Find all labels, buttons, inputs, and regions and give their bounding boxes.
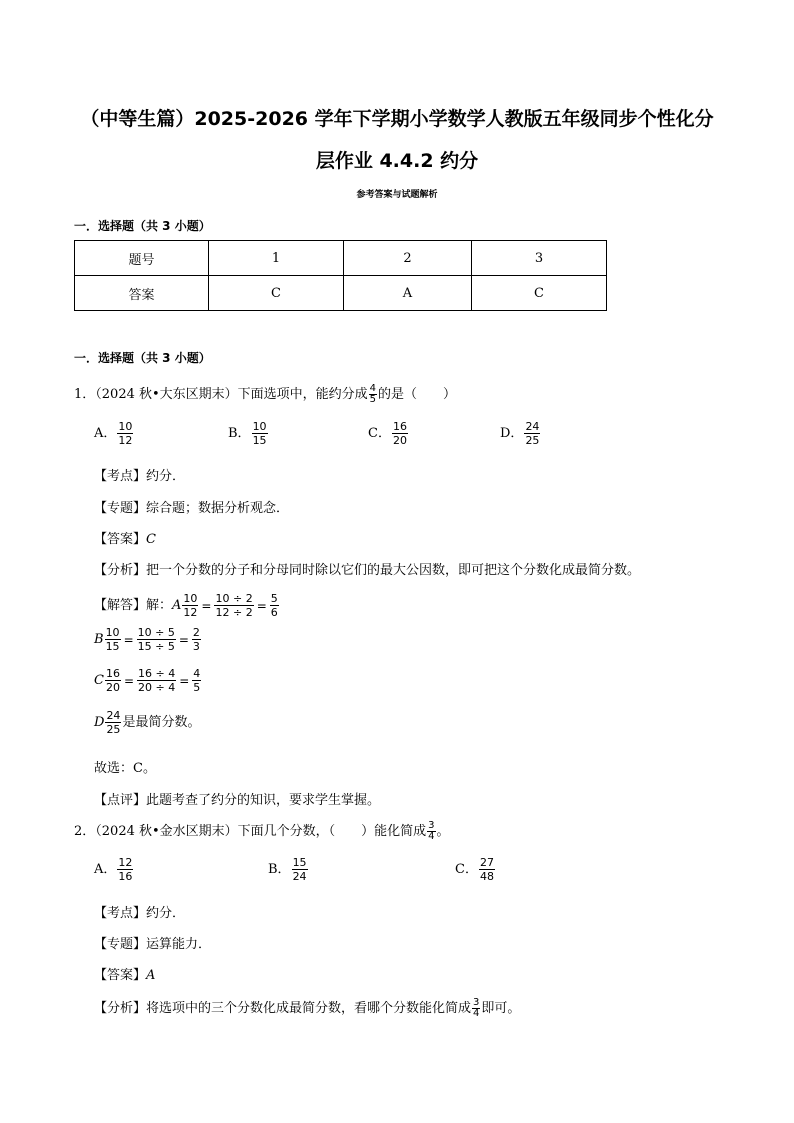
table-cell: 2 xyxy=(343,241,471,276)
question-1-stem: 1．（2024 秋•大东区期末）下面选项中，能约分成 $\frac{4}{5}$ 的是（ ） xyxy=(74,383,457,405)
option-b: B． $\frac{10}{15}$ xyxy=(228,420,267,447)
table-cell: A xyxy=(343,276,471,311)
table-cell: 1 xyxy=(209,241,344,276)
solution-step-a: 【解答】解：A $\frac{10}{12}$ = $\frac{10 \div 2}{12 \div 2}$ = $\frac{5}{6}$ xyxy=(94,592,278,619)
fenxi-line: 【分析】将选项中的三个分数化成最简分数，看哪个分数能化简成 $\frac{3}{4}$ 即可。 xyxy=(94,997,521,1019)
zhuanti-line: 【专题】综合题；数据分析观念． xyxy=(94,501,290,516)
solution-step-b: B $\frac{10}{15}$ = $\frac{10 \div 5}{15 \div 5}$ = $\frac{2}{3}$ xyxy=(94,626,200,653)
fraction: $\frac{4}{5}$ xyxy=(369,383,377,405)
option-b: B． $\frac{15}{24}$ xyxy=(268,856,307,883)
table-cell: 3 xyxy=(472,241,607,276)
table-row xyxy=(75,241,607,276)
zhuanti-line: 【专题】运算能力． xyxy=(94,937,212,952)
solution-step-d: D $\frac{24}{25}$ 是最简分数。 xyxy=(94,709,201,736)
question-2-stem: 2．（2024 秋•金水区期末）下面几个分数，（ ）能化简成 $\frac{3}{4}$ 。 xyxy=(74,820,450,842)
table-header-cell: 答案 xyxy=(75,276,209,311)
section-heading-top: 一．选择题（共 3 小题） xyxy=(74,219,211,233)
option-c: C． $\frac{27}{48}$ xyxy=(455,856,494,883)
conclusion-line: 故选：C。 xyxy=(94,761,156,776)
section-heading: 一．选择题（共 3 小题） xyxy=(74,351,211,365)
table-header-cell: 题号 xyxy=(75,241,209,276)
table-row xyxy=(75,276,607,311)
fenxi-line: 【分析】把一个分数的分子和分母同时除以它们的最大公因数，即可把这个分数化成最简分数。 xyxy=(94,563,641,578)
answer-table xyxy=(74,240,607,311)
option-c: C． $\frac{16}{20}$ xyxy=(368,420,407,447)
dianping-line: 【点评】此题考查了约分的知识，要求学生掌握。 xyxy=(94,793,381,808)
solution-step-c: C $\frac{16}{20}$ = $\frac{16 \div 4}{20 \div 4}$ = $\frac{4}{5}$ xyxy=(94,667,201,694)
option-d: D． $\frac{24}{25}$ xyxy=(500,420,540,447)
answer-line: 【答案】A xyxy=(94,968,156,983)
page-subtitle: 参考答案与试题解析 xyxy=(356,190,438,200)
table-cell: C xyxy=(472,276,607,311)
kaodian-line: 【考点】约分． xyxy=(94,469,186,484)
table-cell: C xyxy=(209,276,344,311)
answer-line: 【答案】C xyxy=(94,532,156,547)
page-title-line-1: （中等生篇）2025-2026 学年下学期小学数学人教版五年级同步个性化分 xyxy=(80,108,714,130)
option-a: A． $\frac{10}{12}$ xyxy=(94,420,133,447)
kaodian-line: 【考点】约分． xyxy=(94,906,186,921)
option-a: A． $\frac{12}{16}$ xyxy=(94,856,133,883)
page-title-line-2: 层作业 4.4.2 约分 xyxy=(315,150,479,172)
